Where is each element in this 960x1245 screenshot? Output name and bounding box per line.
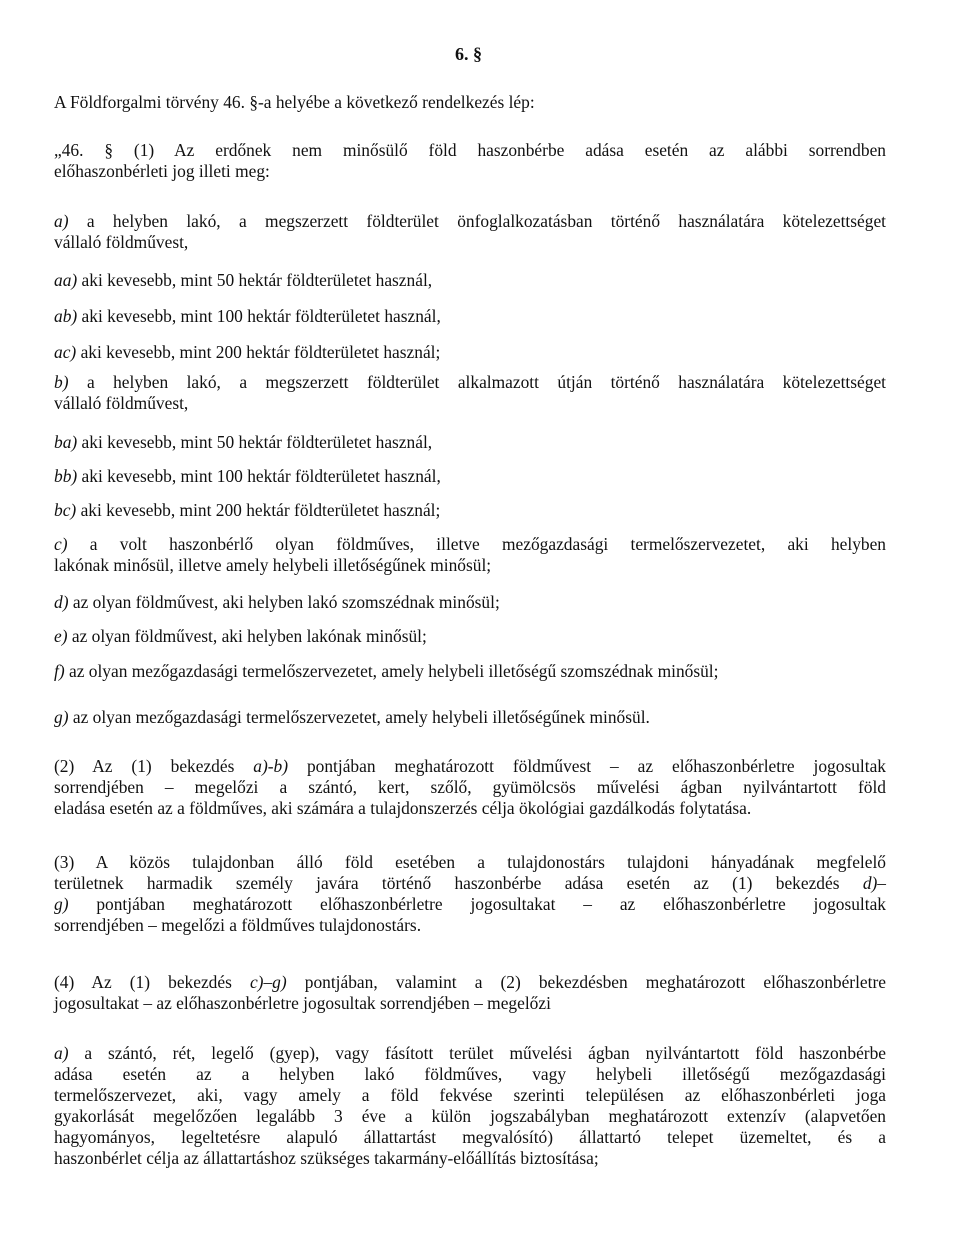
section-2-text: pontjában meghatározott földművest – az előhaszonbérletre jogosultak bbox=[288, 756, 886, 776]
item-text: a szántó, rét, legelő (gyep), vagy fásított terület művelési ágban nyilvántartott föld haszonbérbe bbox=[68, 1043, 886, 1063]
item-marker: a) bbox=[54, 1043, 69, 1063]
item-ba bbox=[54, 432, 886, 453]
section-1-line: „46. § (1) Az erdőnek nem minősülő föld haszonbérbe adása esetén az alábbi sorrendben bbox=[54, 140, 886, 160]
section-1-line: előhaszonbérleti jog illeti meg: bbox=[54, 161, 270, 181]
item-text: az olyan földművest, aki helyben lakónak minősül; bbox=[67, 626, 427, 646]
item-ac bbox=[54, 342, 886, 363]
item-text: gyakorlását megelőzően legalább 3 éve a külön jogszabályban meghatározott extenzív (alapvetően bbox=[54, 1106, 886, 1126]
section-2-text: (2) Az (1) bekezdés bbox=[54, 756, 254, 776]
item-marker: bb) bbox=[54, 466, 78, 486]
page-number: 6. § bbox=[455, 44, 482, 64]
item-marker: ba) bbox=[54, 432, 78, 452]
item-marker: f) bbox=[54, 661, 65, 681]
item-marker: ab) bbox=[54, 306, 78, 326]
section-4-text: jogosultakat – az előhaszonbérletre jogosultak sorrendjében – megelőzi bbox=[54, 993, 551, 1013]
item-marker: g) bbox=[54, 707, 69, 727]
item-text: a helyben lakó, a megszerzett földterület alkalmazott útján történő használatára kötelezettséget bbox=[68, 372, 886, 392]
item-a bbox=[54, 211, 886, 253]
item-bc bbox=[54, 500, 886, 521]
item-marker: a) bbox=[54, 211, 69, 231]
section-3-reference: g) bbox=[54, 894, 69, 914]
item-f bbox=[54, 661, 886, 682]
item-text: hagyományos, legeltetésre alapuló állattartást megvalósító) állattartó telepet üzemeltet, és a bbox=[54, 1127, 886, 1147]
item-text: adása esetén az a helyben lakó földműves, vagy helybeli illetőségű mezőgazdasági bbox=[54, 1064, 886, 1084]
item-text: aki kevesebb, mint 200 hektár földterületet használ; bbox=[76, 342, 441, 362]
section-3-reference: d)– bbox=[862, 873, 886, 893]
item-text: aki kevesebb, mint 50 hektár földterületet használ, bbox=[77, 270, 433, 290]
item-text: vállaló földművest, bbox=[54, 232, 189, 252]
item-aa bbox=[54, 270, 886, 291]
section-3-text: sorrendjében – megelőzi a földműves tulajdonostárs. bbox=[54, 915, 422, 935]
item-text: az olyan földművest, aki helyben lakó szomszédnak minősül; bbox=[68, 592, 500, 612]
item-text: a volt haszonbérlő olyan földműves, illetve mezőgazdasági termelőszervezetet, aki helyben bbox=[67, 534, 886, 554]
item-text: aki kevesebb, mint 200 hektár földterületet használ; bbox=[76, 500, 441, 520]
item-text: az olyan mezőgazdasági termelőszervezetet, amely helybeli illetőségű szomszédnak minősül; bbox=[64, 661, 719, 681]
intro-paragraph bbox=[54, 92, 886, 113]
section-4-text: (4) Az (1) bekezdés bbox=[54, 972, 250, 992]
item-text: termelőszervezet, aki, vagy amely a föld fekvése szerinti településen az előhaszonbérleti joga bbox=[54, 1085, 886, 1105]
item-marker: aa) bbox=[54, 270, 78, 290]
item-marker: bc) bbox=[54, 500, 77, 520]
item-text: a helyben lakó, a megszerzett földterület önfoglalkozatásban történő használatára kötelezettséget bbox=[68, 211, 886, 231]
section-2-text: sorrendjében – megelőzi a szántó, kert, szőlő, gyümölcsös művelési ágban nyilvántartott föld bbox=[54, 777, 886, 797]
section-3 bbox=[54, 852, 886, 936]
item-text: az olyan mezőgazdasági termelőszervezetet, amely helybeli illetőségűnek minősül. bbox=[68, 707, 650, 727]
section-2-reference: a)-b) bbox=[253, 756, 289, 776]
section-3-text: (3) A közös tulajdonban álló föld esetében a tulajdonostárs tulajdoni hányadának megfelelő bbox=[54, 852, 886, 872]
item-marker: ac) bbox=[54, 342, 77, 362]
section-4 bbox=[54, 972, 886, 1014]
item-marker: c) bbox=[54, 534, 68, 554]
section-3-text: pontjában meghatározott előhaszonbérletre jogosultakat – az előhaszonbérletre jogosultak bbox=[68, 894, 886, 914]
item-text: lakónak minősül, illetve amely helybeli illetőségűnek minősül; bbox=[54, 555, 492, 575]
item-text: vállaló földművest, bbox=[54, 393, 189, 413]
item-g bbox=[54, 707, 886, 728]
item-ab bbox=[54, 306, 886, 327]
item-marker: e) bbox=[54, 626, 68, 646]
item-b bbox=[54, 372, 886, 414]
item-e bbox=[54, 626, 886, 647]
item-text: aki kevesebb, mint 100 hektár földterületet használ, bbox=[77, 466, 441, 486]
item-text: haszonbérlet célja az állattartáshoz szükséges takarmány-előállítás biztosítása; bbox=[54, 1148, 599, 1168]
section-2-text: eladása esetén az a földműves, aki számára a tulajdonszerzés célja ökológiai gazdálkodás folytatása. bbox=[54, 798, 752, 818]
section-4-reference: c)–g) bbox=[249, 972, 287, 992]
section-4-item-a bbox=[54, 1043, 886, 1169]
item-c bbox=[54, 534, 886, 576]
item-text: aki kevesebb, mint 100 hektár földterületet használ, bbox=[77, 306, 441, 326]
section-1-heading bbox=[54, 140, 886, 182]
item-d bbox=[54, 592, 886, 613]
item-marker: b) bbox=[54, 372, 69, 392]
item-bb bbox=[54, 466, 886, 487]
section-2 bbox=[54, 756, 886, 819]
item-text: aki kevesebb, mint 50 hektár földterületet használ, bbox=[77, 432, 433, 452]
section-4-text: pontjában, valamint a (2) bekezdésben meghatározott előhaszonbérletre bbox=[286, 972, 886, 992]
intro-text: A Földforgalmi törvény 46. §-a helyébe a következő rendelkezés lép: bbox=[54, 92, 535, 112]
item-marker: d) bbox=[54, 592, 69, 612]
section-3-text: területnek harmadik személy javára történő haszonbérbe adása esetén az (1) bekezdés bbox=[54, 873, 863, 893]
